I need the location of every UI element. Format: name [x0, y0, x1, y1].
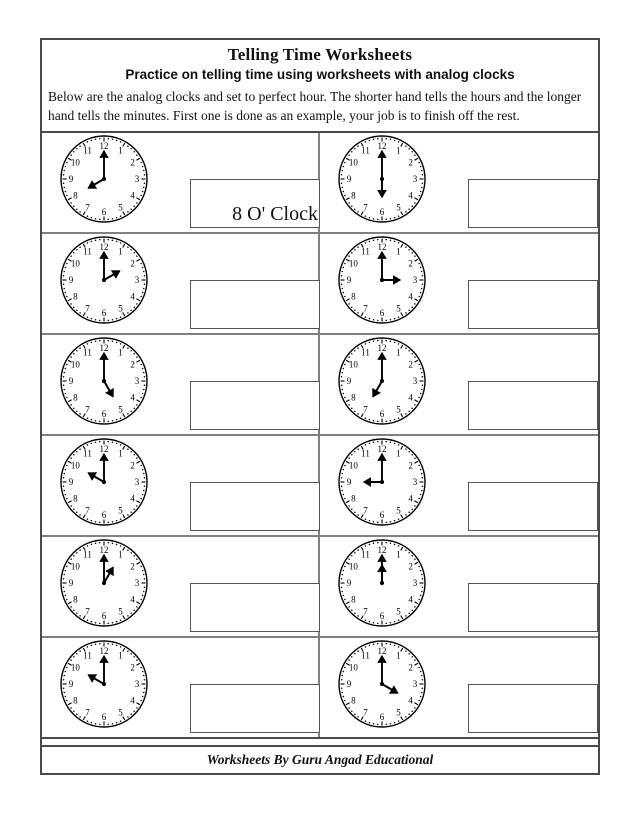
answer-box-12[interactable] — [468, 684, 598, 733]
clock-numeral-12: 12 — [377, 444, 387, 455]
clock-numeral-2: 2 — [130, 561, 135, 572]
clock-center-pin — [380, 682, 384, 686]
instruction-line-1: Below are the analog clocks and set to perfect hour. The shorter hand tells the hours and the longer — [48, 89, 582, 104]
clock-numeral-2: 2 — [130, 258, 135, 269]
clock-numeral-2: 2 — [408, 662, 413, 673]
clock-numeral-4: 4 — [130, 695, 135, 706]
analog-clock-face — [334, 232, 430, 328]
clock-center-pin — [380, 581, 384, 585]
problem-3 — [42, 234, 320, 333]
clock-12 — [334, 636, 430, 732]
clock-numeral-5: 5 — [118, 303, 123, 314]
clock-numeral-1: 1 — [396, 347, 401, 358]
problem-9 — [42, 537, 320, 636]
clock-numeral-10: 10 — [70, 460, 80, 471]
clock-numeral-6: 6 — [101, 409, 107, 420]
analog-clock-face — [334, 535, 430, 631]
clock-numeral-2: 2 — [130, 460, 135, 471]
clock-numeral-5: 5 — [396, 505, 401, 516]
clock-numeral-6: 6 — [101, 207, 107, 218]
clock-numeral-12: 12 — [377, 646, 387, 657]
clock-6 — [334, 333, 430, 429]
clock-numeral-12: 12 — [99, 444, 109, 455]
clock-numeral-3: 3 — [134, 477, 140, 488]
clock-numeral-5: 5 — [396, 303, 401, 314]
clock-numeral-2: 2 — [130, 359, 135, 370]
clock-numeral-12: 12 — [377, 343, 387, 354]
clock-numeral-5: 5 — [118, 606, 123, 617]
clock-numeral-4: 4 — [408, 695, 413, 706]
problem-11 — [42, 638, 320, 737]
clock-numeral-10: 10 — [70, 157, 80, 168]
clock-2 — [334, 131, 430, 227]
clock-numeral-1: 1 — [118, 650, 123, 661]
problem-row — [42, 133, 598, 234]
clock-numeral-12: 12 — [99, 343, 109, 354]
page-title: Telling Time Worksheets — [227, 45, 413, 64]
answer-box-4[interactable] — [468, 280, 598, 329]
problem-8 — [320, 436, 598, 535]
clock-numeral-8: 8 — [73, 190, 78, 201]
clock-numeral-7: 7 — [363, 606, 368, 617]
clock-numeral-7: 7 — [85, 303, 90, 314]
clock-11 — [56, 636, 152, 732]
analog-clock-face — [334, 636, 430, 732]
clock-center-pin — [102, 379, 106, 383]
clock-numeral-11: 11 — [361, 246, 370, 257]
clock-numeral-9: 9 — [346, 376, 352, 387]
problem-row — [42, 537, 598, 638]
clock-numeral-9: 9 — [68, 679, 74, 690]
clock-numeral-9: 9 — [68, 275, 74, 286]
clock-numeral-7: 7 — [363, 707, 368, 718]
clock-numeral-6: 6 — [101, 712, 107, 723]
problem-5 — [42, 335, 320, 434]
clock-numeral-9: 9 — [68, 174, 74, 185]
clock-numeral-6: 6 — [379, 409, 385, 420]
clock-numeral-3: 3 — [412, 578, 418, 589]
clock-numeral-7: 7 — [85, 606, 90, 617]
problem-10 — [320, 537, 598, 636]
clock-numeral-6: 6 — [101, 308, 107, 319]
problem-row — [42, 234, 598, 335]
clock-numeral-1: 1 — [118, 347, 123, 358]
clock-center-pin — [102, 480, 106, 484]
instruction-line-2: hand tells the minutes. First one is done as an example, your job is to finish off the rest. — [48, 108, 520, 123]
clock-numeral-4: 4 — [130, 190, 135, 201]
instructions — [48, 87, 592, 125]
analog-clock-face — [56, 434, 152, 530]
clock-numeral-4: 4 — [408, 493, 413, 504]
clock-numeral-9: 9 — [346, 174, 352, 185]
clock-numeral-11: 11 — [83, 145, 92, 156]
problem-grid — [42, 133, 598, 739]
clock-numeral-5: 5 — [118, 505, 123, 516]
clock-numeral-4: 4 — [408, 594, 413, 605]
answer-box-1[interactable] — [190, 179, 320, 228]
clock-numeral-8: 8 — [351, 695, 356, 706]
clock-numeral-1: 1 — [118, 549, 123, 560]
clock-numeral-8: 8 — [351, 493, 356, 504]
problem-row — [42, 638, 598, 739]
clock-numeral-1: 1 — [396, 549, 401, 560]
answer-box-7[interactable] — [190, 482, 320, 531]
clock-numeral-8: 8 — [351, 392, 356, 403]
clock-numeral-8: 8 — [73, 291, 78, 302]
clock-numeral-3: 3 — [412, 275, 418, 286]
clock-numeral-3: 3 — [134, 376, 140, 387]
clock-numeral-8: 8 — [73, 695, 78, 706]
answer-text-12 — [596, 730, 597, 732]
clock-numeral-10: 10 — [70, 662, 80, 673]
clock-numeral-10: 10 — [348, 157, 358, 168]
clock-numeral-11: 11 — [361, 650, 370, 661]
problem-12 — [320, 638, 598, 737]
clock-numeral-11: 11 — [361, 145, 370, 156]
clock-numeral-7: 7 — [363, 202, 368, 213]
clock-numeral-4: 4 — [130, 493, 135, 504]
clock-numeral-2: 2 — [408, 157, 413, 168]
answer-text-3 — [318, 326, 319, 328]
clock-5 — [56, 333, 152, 429]
clock-numeral-7: 7 — [363, 404, 368, 415]
clock-numeral-9: 9 — [346, 578, 352, 589]
clock-center-pin — [380, 480, 384, 484]
clock-numeral-3: 3 — [412, 376, 418, 387]
answer-text-4 — [596, 326, 597, 328]
problem-6 — [320, 335, 598, 434]
clock-numeral-5: 5 — [118, 202, 123, 213]
clock-numeral-10: 10 — [348, 561, 358, 572]
clock-numeral-11: 11 — [361, 448, 370, 459]
clock-8 — [334, 434, 430, 530]
clock-numeral-12: 12 — [99, 141, 109, 152]
clock-numeral-9: 9 — [346, 477, 352, 488]
clock-numeral-3: 3 — [412, 174, 418, 185]
clock-numeral-7: 7 — [85, 404, 90, 415]
clock-numeral-11: 11 — [83, 448, 92, 459]
clock-numeral-2: 2 — [408, 359, 413, 370]
clock-numeral-10: 10 — [70, 258, 80, 269]
answer-box-5[interactable] — [190, 381, 320, 430]
clock-center-pin — [102, 278, 106, 282]
clock-numeral-10: 10 — [348, 460, 358, 471]
clock-numeral-11: 11 — [83, 347, 92, 358]
problem-row — [42, 436, 598, 537]
clock-center-pin — [102, 581, 106, 585]
clock-numeral-8: 8 — [351, 291, 356, 302]
answer-text-8 — [596, 528, 597, 530]
footer-credit: Worksheets By Guru Angad Educational — [206, 752, 434, 767]
clock-numeral-4: 4 — [408, 190, 413, 201]
clock-numeral-7: 7 — [363, 505, 368, 516]
clock-numeral-1: 1 — [118, 145, 123, 156]
clock-numeral-2: 2 — [408, 258, 413, 269]
answer-box-6[interactable] — [468, 381, 598, 430]
clock-numeral-5: 5 — [396, 202, 401, 213]
clock-numeral-2: 2 — [130, 662, 135, 673]
problem-4 — [320, 234, 598, 333]
clock-numeral-9: 9 — [68, 477, 74, 488]
clock-numeral-9: 9 — [346, 275, 352, 286]
clock-numeral-4: 4 — [408, 392, 413, 403]
clock-10 — [334, 535, 430, 631]
clock-numeral-7: 7 — [85, 707, 90, 718]
clock-numeral-6: 6 — [379, 308, 385, 319]
clock-center-pin — [102, 682, 106, 686]
answer-box-8[interactable] — [468, 482, 598, 531]
clock-numeral-10: 10 — [70, 561, 80, 572]
problem-row — [42, 335, 598, 436]
clock-numeral-5: 5 — [118, 404, 123, 415]
clock-center-pin — [380, 379, 384, 383]
clock-numeral-7: 7 — [363, 303, 368, 314]
clock-numeral-2: 2 — [130, 157, 135, 168]
clock-numeral-1: 1 — [118, 246, 123, 257]
problem-1 — [42, 133, 320, 232]
answer-text-11 — [318, 730, 319, 732]
answer-text-10 — [596, 629, 597, 631]
clock-numeral-8: 8 — [73, 594, 78, 605]
clock-4 — [334, 232, 430, 328]
clock-numeral-3: 3 — [134, 275, 140, 286]
answer-text-2 — [596, 225, 597, 227]
analog-clock-face — [334, 434, 430, 530]
clock-numeral-6: 6 — [379, 510, 385, 521]
worksheet-frame — [40, 38, 600, 775]
clock-numeral-1: 1 — [396, 650, 401, 661]
answer-box-11[interactable] — [190, 684, 320, 733]
clock-numeral-1: 1 — [396, 448, 401, 459]
answer-text-7 — [318, 528, 319, 530]
clock-numeral-9: 9 — [68, 376, 74, 387]
analog-clock-face — [334, 131, 430, 227]
worksheet-header — [42, 40, 598, 133]
clock-numeral-12: 12 — [99, 646, 109, 657]
clock-numeral-4: 4 — [408, 291, 413, 302]
answer-box-2[interactable] — [468, 179, 598, 228]
clock-numeral-6: 6 — [379, 207, 385, 218]
analog-clock-face — [56, 131, 152, 227]
answer-text-9 — [318, 629, 319, 631]
clock-numeral-5: 5 — [396, 404, 401, 415]
answer-text-5 — [318, 427, 319, 429]
clock-1 — [56, 131, 152, 227]
clock-numeral-1: 1 — [396, 145, 401, 156]
clock-numeral-2: 2 — [408, 460, 413, 471]
clock-numeral-2: 2 — [408, 561, 413, 572]
answer-box-9[interactable] — [190, 583, 320, 632]
clock-center-pin — [380, 177, 384, 181]
clock-9 — [56, 535, 152, 631]
page-subtitle: Practice on telling time using worksheets with analog clocks — [125, 67, 515, 82]
clock-numeral-3: 3 — [412, 679, 418, 690]
clock-numeral-10: 10 — [348, 662, 358, 673]
worksheet-footer — [42, 745, 598, 773]
analog-clock-face — [56, 636, 152, 732]
clock-numeral-6: 6 — [379, 611, 385, 622]
clock-numeral-4: 4 — [130, 392, 135, 403]
clock-numeral-5: 5 — [118, 707, 123, 718]
clock-numeral-1: 1 — [118, 448, 123, 459]
analog-clock-face — [334, 333, 430, 429]
answer-text-1: 8 O' Clock — [232, 203, 318, 225]
clock-numeral-11: 11 — [83, 650, 92, 661]
clock-numeral-10: 10 — [348, 258, 358, 269]
clock-numeral-9: 9 — [346, 679, 352, 690]
clock-3 — [56, 232, 152, 328]
clock-numeral-8: 8 — [351, 594, 356, 605]
clock-numeral-7: 7 — [85, 202, 90, 213]
clock-numeral-8: 8 — [73, 392, 78, 403]
clock-numeral-11: 11 — [83, 246, 92, 257]
clock-center-pin — [380, 278, 384, 282]
clock-numeral-8: 8 — [351, 190, 356, 201]
clock-numeral-3: 3 — [412, 477, 418, 488]
analog-clock-face — [56, 232, 152, 328]
answer-text-6 — [596, 427, 597, 429]
clock-numeral-6: 6 — [379, 712, 385, 723]
analog-clock-face — [56, 333, 152, 429]
clock-numeral-3: 3 — [134, 174, 140, 185]
clock-numeral-12: 12 — [99, 545, 109, 556]
clock-numeral-10: 10 — [348, 359, 358, 370]
clock-numeral-8: 8 — [73, 493, 78, 504]
problem-7 — [42, 436, 320, 535]
answer-box-10[interactable] — [468, 583, 598, 632]
clock-numeral-1: 1 — [396, 246, 401, 257]
clock-numeral-3: 3 — [134, 578, 140, 589]
clock-numeral-6: 6 — [101, 611, 107, 622]
clock-numeral-12: 12 — [377, 141, 387, 152]
clock-center-pin — [102, 177, 106, 181]
clock-numeral-11: 11 — [361, 549, 370, 560]
clock-numeral-10: 10 — [70, 359, 80, 370]
clock-numeral-5: 5 — [396, 707, 401, 718]
analog-clock-face — [56, 535, 152, 631]
clock-7 — [56, 434, 152, 530]
clock-numeral-11: 11 — [361, 347, 370, 358]
clock-numeral-3: 3 — [134, 679, 140, 690]
problem-2 — [320, 133, 598, 232]
clock-numeral-4: 4 — [130, 594, 135, 605]
clock-numeral-12: 12 — [99, 242, 109, 253]
clock-numeral-7: 7 — [85, 505, 90, 516]
answer-box-3[interactable] — [190, 280, 320, 329]
clock-numeral-6: 6 — [101, 510, 107, 521]
clock-numeral-12: 12 — [377, 242, 387, 253]
clock-numeral-5: 5 — [396, 606, 401, 617]
clock-numeral-9: 9 — [68, 578, 74, 589]
clock-numeral-4: 4 — [130, 291, 135, 302]
clock-numeral-11: 11 — [83, 549, 92, 560]
clock-numeral-12: 12 — [377, 545, 387, 556]
